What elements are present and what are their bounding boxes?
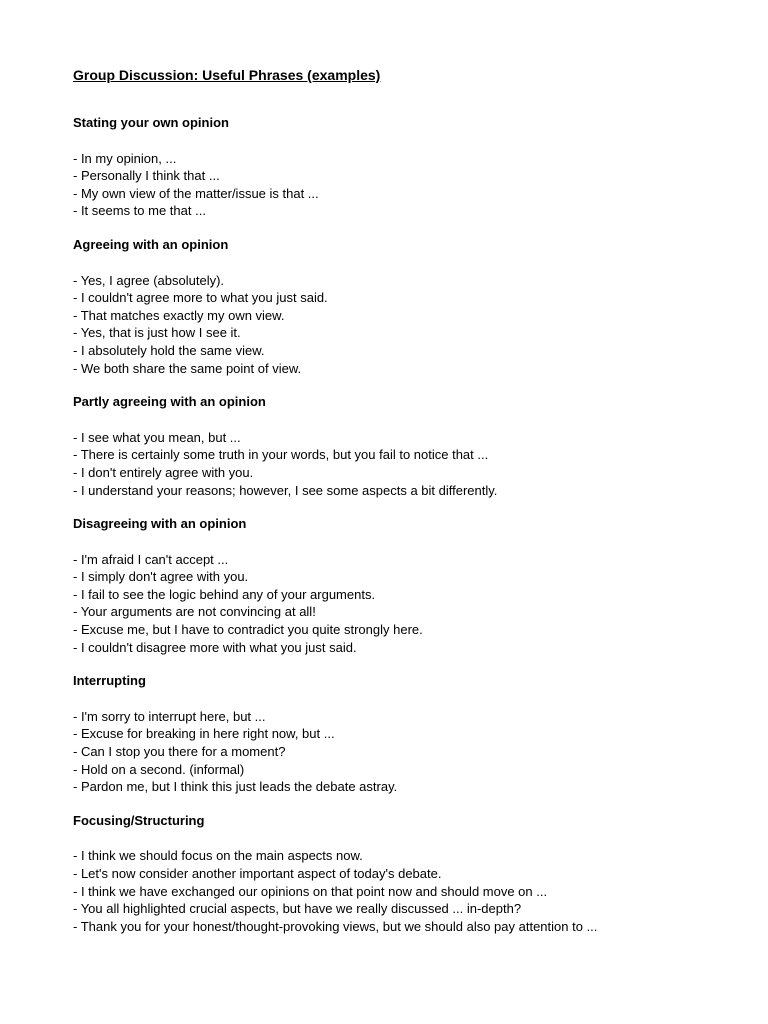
phrase-item: - It seems to me that ... (73, 203, 206, 219)
phrase-item: - I absolutely hold the same view. (73, 342, 265, 358)
phrase-item: - I couldn't disagree more with what you just said. (73, 639, 357, 655)
phrase-list (73, 272, 733, 378)
phrase-item: - That matches exactly my own view. (73, 307, 285, 323)
section-heading: Stating your own opinion (73, 115, 229, 130)
phrase-item: - Yes, that is just how I see it. (73, 325, 241, 341)
phrase-list (73, 847, 733, 935)
phrase-item: - I simply don't agree with you. (73, 569, 249, 585)
phrase-list (73, 150, 733, 220)
document-page (73, 66, 733, 951)
section (73, 114, 733, 220)
phrase-item: - I fail to see the logic behind any of your arguments. (73, 586, 376, 602)
section (73, 515, 733, 656)
section (73, 672, 733, 796)
phrase-item: - I'm afraid I can't accept ... (73, 551, 229, 567)
section-heading: Interrupting (73, 673, 146, 689)
section (73, 812, 733, 936)
phrase-list (73, 551, 733, 657)
phrase-item: - You all highlighted crucial aspects, but have we really discussed ... in-depth? (73, 901, 522, 917)
phrase-item: - I'm sorry to interrupt here, but ... (73, 708, 266, 724)
phrase-item: - Let's now consider another important aspect of today's debate. (73, 866, 442, 881)
phrase-item: - I think we have exchanged our opinions on that point now and should move on ... (73, 883, 548, 899)
phrase-item: - Your arguments are not convincing at all! (73, 604, 316, 620)
section-heading: Agreeing with an opinion (73, 236, 229, 252)
phrase-item: - I couldn't agree more to what you just said. (73, 290, 328, 306)
section-heading: Partly agreeing with an opinion (73, 394, 266, 410)
phrase-item: - Pardon me, but I think this just leads the debate astray. (73, 779, 398, 795)
phrase-item: - Excuse me, but I have to contradict you quite strongly here. (73, 622, 423, 638)
document-title: Group Discussion: Useful Phrases (examples) (73, 67, 381, 83)
phrase-item: - Can I stop you there for a moment? (73, 744, 286, 760)
phrase-list (73, 708, 733, 796)
phrase-item: - I see what you mean, but ... (73, 429, 241, 445)
section-heading: Disagreeing with an opinion (73, 516, 247, 532)
phrase-item: - Excuse for breaking in here right now, but ... (73, 726, 335, 742)
phrase-list (73, 429, 733, 499)
phrase-item: - I don't entirely agree with you. (73, 464, 254, 480)
phrase-item: - Personally I think that ... (73, 168, 220, 184)
sections-container (73, 114, 733, 935)
phrase-item: - In my opinion, ... (73, 150, 177, 166)
section (73, 236, 733, 377)
phrase-item: - I understand your reasons; however, I see some aspects a bit differently. (73, 482, 498, 498)
phrase-item: - We both share the same point of view. (73, 360, 302, 376)
phrase-item: - There is certainly some truth in your words, but you fail to notice that ... (73, 447, 489, 463)
section-heading: Focusing/Structuring (73, 812, 205, 828)
section (73, 393, 733, 499)
phrase-item: - Yes, I agree (absolutely). (73, 272, 225, 288)
phrase-item: - My own view of the matter/issue is that ... (73, 185, 319, 201)
phrase-item: - Hold on a second. (informal) (73, 761, 245, 777)
phrase-item: - I think we should focus on the main aspects now. (73, 848, 363, 864)
phrase-item: - Thank you for your honest/thought-provoking views, but we should also pay attention to ... (73, 918, 598, 934)
